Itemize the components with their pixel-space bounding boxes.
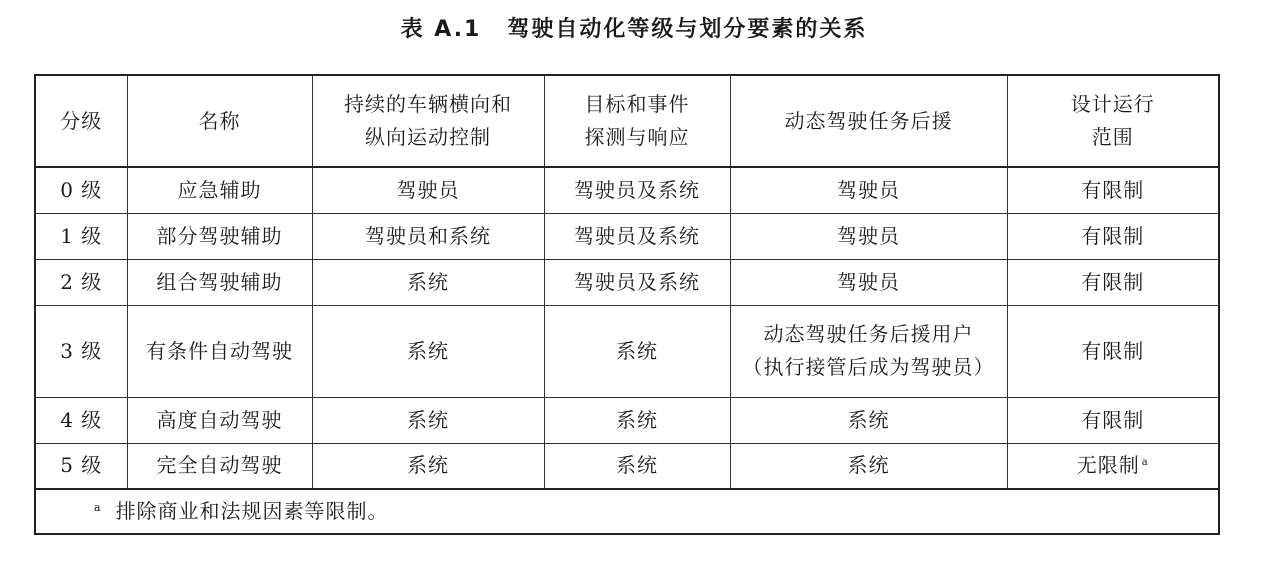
- cell-control: 系统: [312, 443, 544, 489]
- cell-name: 高度自动驾驶: [127, 397, 312, 443]
- header-oedr-line-1: 目标和事件: [584, 92, 690, 116]
- header-odd-line-2: 范围: [1091, 125, 1134, 149]
- cell-level: 0 级: [35, 167, 127, 213]
- cell-name: 有条件自动驾驶: [127, 305, 312, 397]
- cell-odd-text: 无限制: [1076, 453, 1140, 478]
- table-title: [0, 12, 1268, 43]
- cell-oedr: 驾驶员及系统: [544, 167, 730, 213]
- cell-level: 5 级: [35, 443, 127, 489]
- cell-name: 完全自动驾驶: [127, 443, 312, 489]
- table-row: [35, 213, 1219, 259]
- header-oedr: [544, 75, 730, 167]
- cell-oedr: 系统: [544, 443, 730, 489]
- header-oedr-line-2: 探测与响应: [584, 125, 690, 149]
- header-name: 名称: [127, 75, 312, 167]
- table-row: [35, 397, 1219, 443]
- cell-fallback: 驾驶员: [730, 167, 1007, 213]
- table-row: [35, 305, 1219, 397]
- cell-odd: [1007, 443, 1219, 489]
- cell-control: 系统: [312, 259, 544, 305]
- footnote-reference: a: [1141, 456, 1149, 468]
- cell-fallback: 系统: [730, 397, 1007, 443]
- automation-levels-table: [34, 74, 1220, 535]
- cell-odd: 有限制: [1007, 259, 1219, 305]
- cell-name: 部分驾驶辅助: [127, 213, 312, 259]
- footnote-text: 排除商业和法规因素等限制。: [115, 499, 389, 523]
- cell-odd: 有限制: [1007, 397, 1219, 443]
- header-control: [312, 75, 544, 167]
- header-fallback: 动态驾驶任务后援: [730, 75, 1007, 167]
- cell-name: 应急辅助: [127, 167, 312, 213]
- cell-odd: 有限制: [1007, 167, 1219, 213]
- cell-odd: 有限制: [1007, 213, 1219, 259]
- cell-oedr: 系统: [544, 305, 730, 397]
- table-caption: 驾驶自动化等级与划分要素的关系: [507, 17, 868, 42]
- cell-fallback: 驾驶员: [730, 259, 1007, 305]
- cell-fallback: 驾驶员: [730, 213, 1007, 259]
- cell-control: 驾驶员: [312, 167, 544, 213]
- header-control-line-2: 纵向运动控制: [365, 125, 491, 149]
- header-odd-line-1: 设计运行: [1070, 92, 1155, 116]
- header-level: 分级: [35, 75, 127, 167]
- table-number: 表 A.1: [400, 17, 482, 42]
- cell-fallback-line-2: （执行接管后成为驾驶员）: [742, 355, 995, 379]
- footnote-cell: [35, 489, 1219, 534]
- cell-oedr: 驾驶员及系统: [544, 213, 730, 259]
- table-row: [35, 167, 1219, 213]
- cell-fallback: [730, 305, 1007, 397]
- footnote-mark: a: [94, 501, 102, 514]
- table-header-row: [35, 75, 1219, 167]
- cell-oedr: 系统: [544, 397, 730, 443]
- footnote-row: [35, 489, 1219, 534]
- header-odd: [1007, 75, 1219, 167]
- cell-level: 3 级: [35, 305, 127, 397]
- cell-control: 驾驶员和系统: [312, 213, 544, 259]
- table-row: [35, 443, 1219, 489]
- cell-level: 2 级: [35, 259, 127, 305]
- cell-level: 1 级: [35, 213, 127, 259]
- cell-odd: 有限制: [1007, 305, 1219, 397]
- cell-control: 系统: [312, 397, 544, 443]
- cell-oedr: 驾驶员及系统: [544, 259, 730, 305]
- cell-level: 4 级: [35, 397, 127, 443]
- cell-name: 组合驾驶辅助: [127, 259, 312, 305]
- cell-fallback-line-1: 动态驾驶任务后援用户: [763, 322, 974, 346]
- cell-control: 系统: [312, 305, 544, 397]
- header-control-line-1: 持续的车辆横向和: [344, 92, 512, 116]
- table-row: [35, 259, 1219, 305]
- cell-fallback: 系统: [730, 443, 1007, 489]
